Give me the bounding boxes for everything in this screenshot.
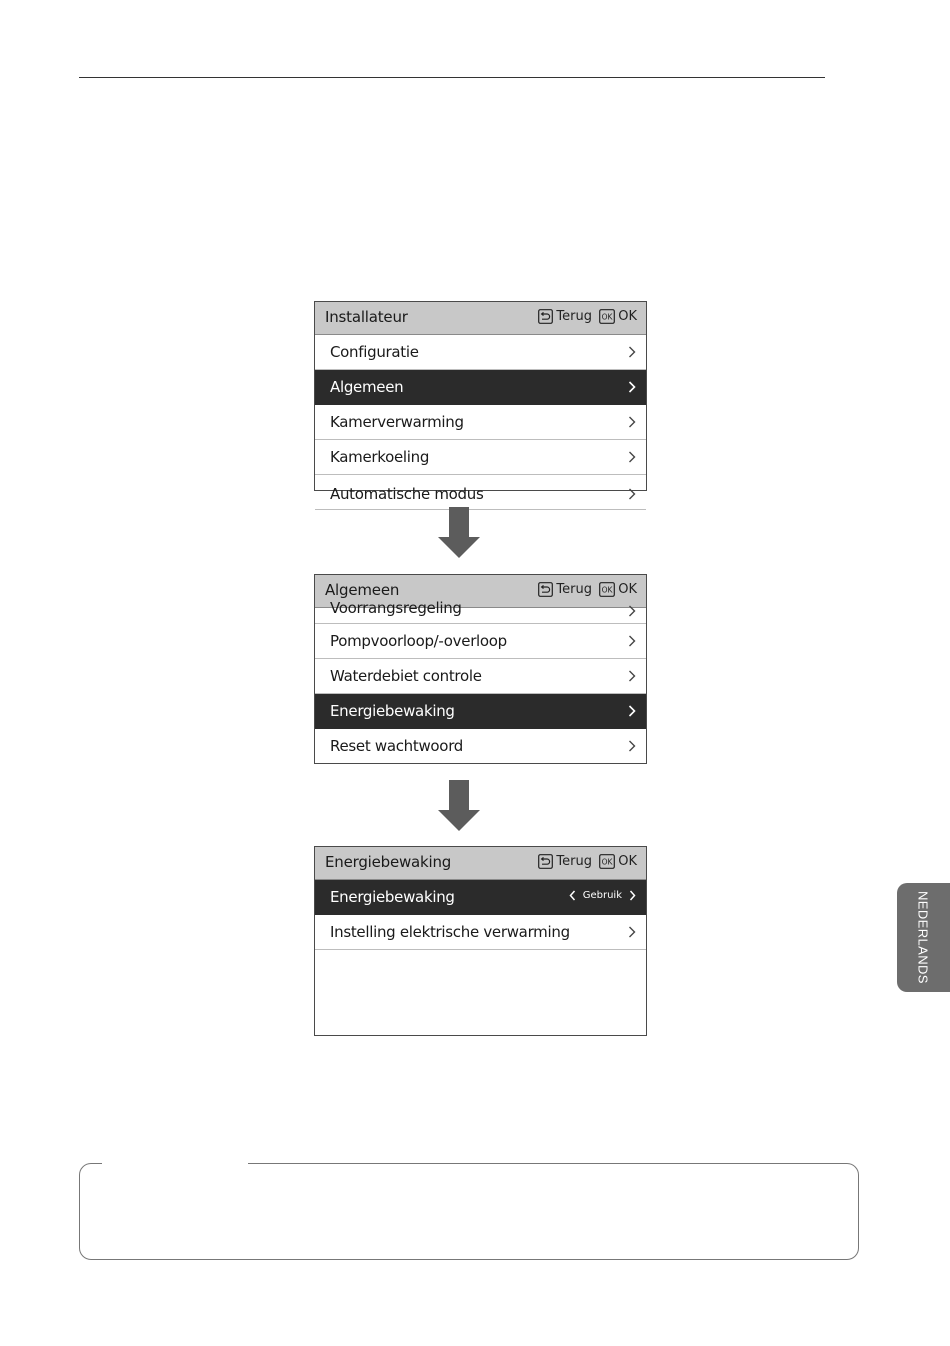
screen-algemeen — [314, 574, 647, 764]
ok-label: OK — [618, 854, 637, 869]
ok-control[interactable] — [599, 854, 637, 869]
back-control[interactable] — [538, 854, 592, 869]
menu-item-pompvoorloop[interactable] — [315, 624, 646, 659]
chevron-right-icon — [628, 635, 636, 647]
back-label: Terug — [556, 309, 592, 324]
top-rule — [79, 77, 825, 78]
screen-header — [315, 847, 646, 880]
value-selector[interactable] — [569, 890, 636, 901]
down-arrow-icon — [438, 507, 480, 559]
menu-item-algemeen[interactable] — [315, 370, 646, 405]
setting-label: Energiebewaking — [330, 888, 455, 906]
menu-item-label: Kamerkoeling — [330, 448, 430, 466]
down-arrow-icon — [438, 780, 480, 832]
screen-title: Energiebewaking — [325, 853, 452, 871]
chevron-right-icon — [628, 488, 636, 500]
menu-item-configuratie[interactable] — [315, 335, 646, 370]
chevron-right-icon — [628, 705, 636, 717]
back-label: Terug — [556, 582, 592, 597]
menu-item-label: Energiebewaking — [330, 702, 455, 720]
svg-text:OK: OK — [601, 585, 613, 595]
screen-energiebewaking — [314, 846, 647, 1036]
menu-item-label: Waterdebiet controle — [330, 667, 482, 685]
chevron-left-icon[interactable] — [569, 890, 576, 901]
menu-item-kamerverwarming[interactable] — [315, 405, 646, 440]
selector-value: Gebruik — [582, 890, 622, 901]
ok-label: OK — [618, 582, 637, 597]
ok-key-icon — [599, 309, 615, 324]
back-return-icon — [538, 309, 553, 324]
screen-title: Algemeen — [325, 581, 400, 599]
chevron-right-icon — [628, 926, 636, 938]
language-tab-label: NEDERLANDS — [915, 891, 931, 984]
menu-item-energiebewaking[interactable] — [315, 694, 646, 729]
chevron-right-icon — [628, 346, 636, 358]
back-control[interactable] — [538, 309, 592, 324]
note-box — [79, 1163, 859, 1260]
svg-text:OK: OK — [601, 857, 613, 867]
menu-item-label: Algemeen — [330, 378, 404, 396]
ok-control[interactable] — [599, 582, 637, 597]
back-return-icon — [538, 854, 553, 869]
ok-control[interactable] — [599, 309, 637, 324]
ok-key-icon — [599, 854, 615, 869]
menu-item-label: Kamerverwarming — [330, 413, 464, 431]
chevron-right-icon — [628, 670, 636, 682]
menu-item-label: Reset wachtwoord — [330, 737, 464, 755]
menu-item-reset-wachtwoord[interactable] — [315, 729, 646, 764]
chevron-right-icon — [628, 451, 636, 463]
menu-item-label: Instelling elektrische verwarming — [330, 923, 570, 941]
screen-installateur — [314, 301, 647, 503]
back-control[interactable] — [538, 582, 592, 597]
menu-item-instelling-elektrische-verwarming[interactable] — [315, 915, 646, 950]
chevron-right-icon — [628, 416, 636, 428]
setting-energiebewaking[interactable] — [315, 880, 646, 915]
menu-item-kamerkoeling[interactable] — [315, 440, 646, 475]
menu-item-waterdebiet-controle[interactable] — [315, 659, 646, 694]
menu-item-automatische-modus[interactable] — [315, 475, 646, 510]
ok-label: OK — [618, 309, 637, 324]
screen-header — [315, 302, 646, 335]
menu-list — [315, 599, 646, 764]
chevron-right-icon[interactable] — [629, 890, 636, 901]
language-side-tab — [897, 883, 950, 992]
chevron-right-icon — [628, 740, 636, 752]
chevron-right-icon — [628, 605, 636, 617]
menu-item-label: Voorrangsregeling — [330, 599, 462, 617]
menu-item-voorrangsregeling[interactable] — [315, 599, 646, 624]
menu-list — [315, 880, 646, 950]
chevron-right-icon — [628, 381, 636, 393]
menu-item-label: Pompvoorloop/-overloop — [330, 632, 507, 650]
note-box-title-gap — [102, 1162, 248, 1166]
menu-list — [315, 335, 646, 510]
ok-key-icon — [599, 582, 615, 597]
screen-title: Installateur — [325, 308, 408, 326]
menu-item-label: Configuratie — [330, 343, 419, 361]
back-label: Terug — [556, 854, 592, 869]
svg-text:OK: OK — [601, 312, 613, 322]
back-return-icon — [538, 582, 553, 597]
menu-item-label: Automatische modus — [330, 485, 484, 503]
